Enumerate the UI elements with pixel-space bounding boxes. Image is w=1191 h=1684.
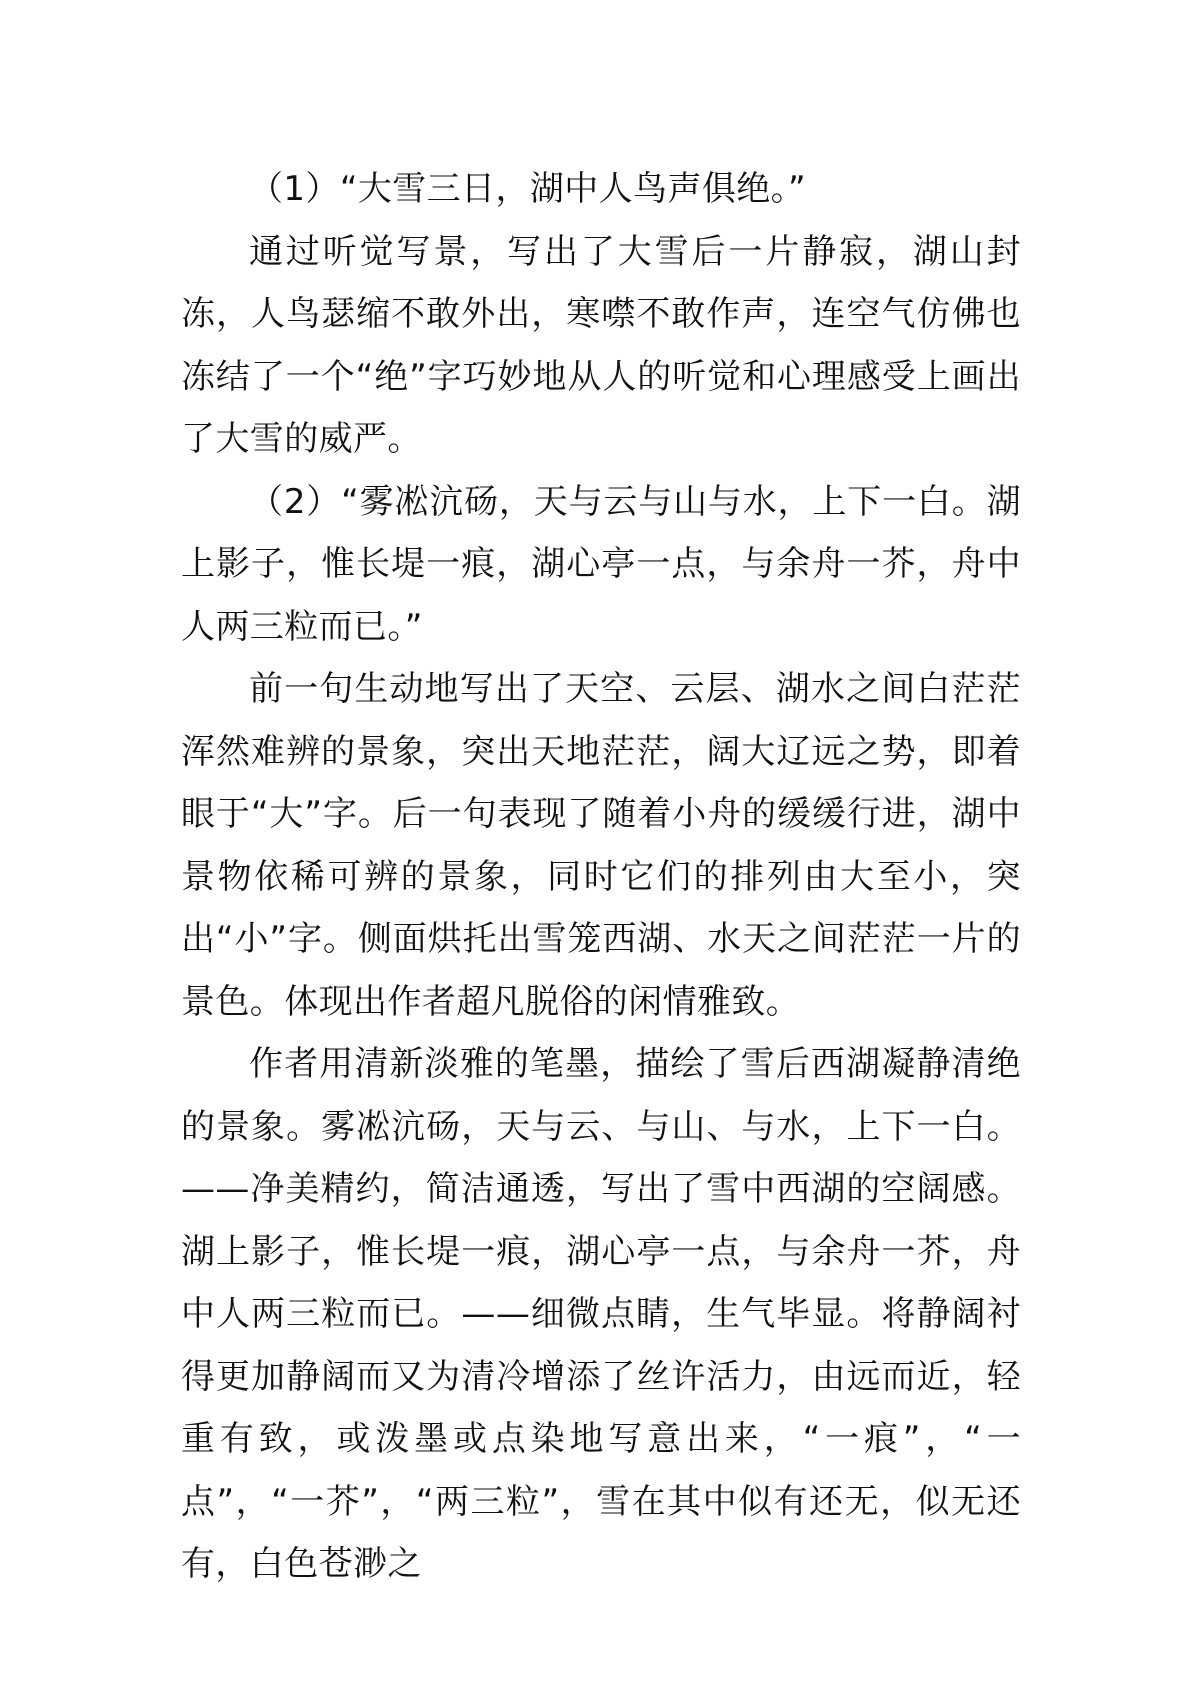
- document-body: [181, 158, 1021, 1596]
- paragraph-quote-1: （1）“大雪三日，湖中人鸟声俱绝。”: [249, 169, 807, 209]
- paragraph-analysis-2: 前一句生动地写出了天空、云层、湖水之间白茫茫浑然难辨的景象，突出天地茫茫，阔大辽远之势，即着眼于“大”字。后一句表现了随着小舟的缓缓行进，湖中景物依稀可辨的景象，同时它们的排列由大至小，突出“小”字。侧面烘托出雪笼西湖、水天之间茫茫一片的景色。体现出作者超凡脱俗的闲情雅致。: [181, 669, 1021, 1022]
- paragraph-analysis-1: 通过听觉写景，写出了大雪后一片静寂，湖山封冻，人鸟瑟缩不敢外出，寒噤不敢作声，连空气仿佛也冻结了一个“绝”字巧妙地从人的听觉和心理感受上画出了大雪的威严。: [181, 231, 1021, 459]
- paragraph-quote-2: （2）“雾凇沆砀，天与云与山与水，上下一白。湖上影子，惟长堤一痕，湖心亭一点，与余舟一芥，舟中人两三粒而已。”: [181, 481, 1021, 647]
- paragraph-summary: 作者用清新淡雅的笔墨，描绘了雪后西湖凝静清绝的景象。雾凇沆砀，天与云、与山、与水，上下一白。——净美精约，简洁通透，写出了雪中西湖的空阔感。湖上影子，惟长堤一痕，湖心亭一点，与余舟一芥，舟中人两三粒而已。——细微点睛，生气毕显。将静阔衬得更加静阔而又为清冷增添了丝许活力，由远而近，轻重有致，或泼墨或点染地写意出来，“一痕”，“一点”，“一芥”，“两三粒”，雪在其中似有还无，似无还有，白色苍渺之: [181, 1044, 1021, 1584]
